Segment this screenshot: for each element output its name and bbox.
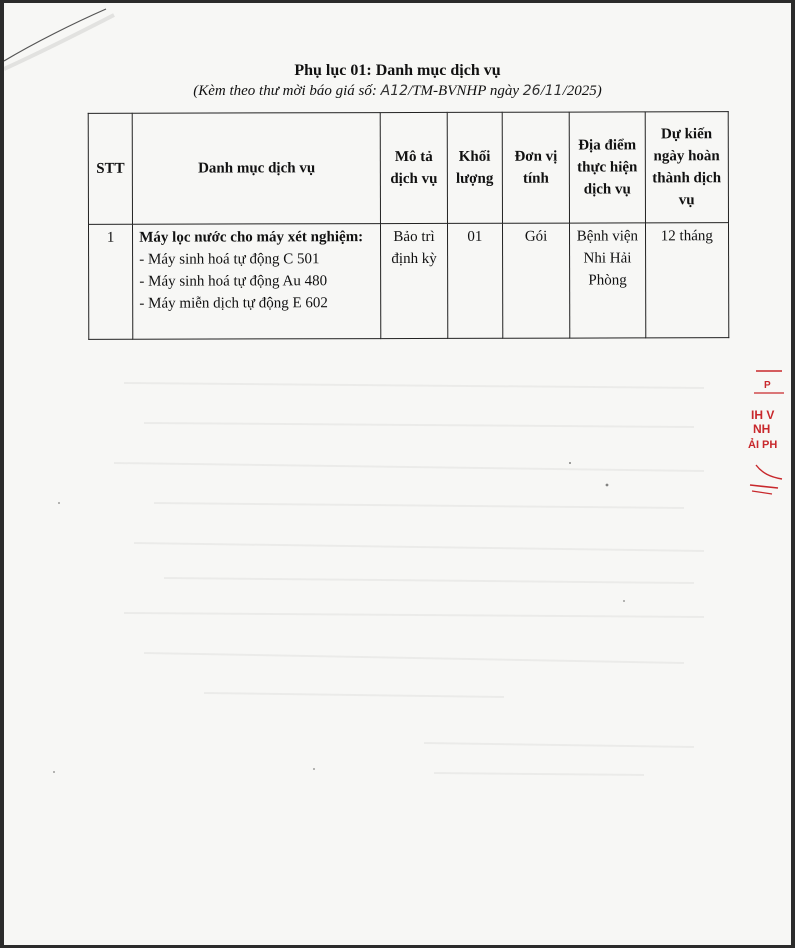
stamp-text: ẢI PH xyxy=(748,439,778,451)
handwritten-day: 26 xyxy=(522,83,541,99)
cell-service xyxy=(133,224,381,340)
service-item: - Máy sinh hoá tự động Au 480 xyxy=(139,273,328,290)
cell-quantity: 01 xyxy=(447,223,503,338)
stamp-text: NH xyxy=(753,422,771,436)
header-location: Địa điểm thực hiện dịch vụ xyxy=(569,112,645,223)
handwritten-number: A12 xyxy=(380,83,409,99)
header-stt: STT xyxy=(88,113,132,224)
service-table xyxy=(88,111,730,340)
table-row xyxy=(88,223,728,340)
header-completion: Dự kiến ngày hoàn thành dịch vụ xyxy=(645,112,729,223)
subtitle-prefix: (Kèm theo thư mời báo giá số: xyxy=(193,83,381,99)
cell-unit: Gói xyxy=(502,223,570,338)
document-subtitle xyxy=(4,83,791,100)
cell-stt: 1 xyxy=(88,224,133,339)
subtitle-middle: /TM-BVNHP ngày xyxy=(408,83,523,99)
cell-location: Bệnh viện Nhi Hải Phòng xyxy=(570,223,646,338)
cell-completion: 12 tháng xyxy=(645,223,729,338)
stamp-text: IH V xyxy=(751,408,775,422)
service-name: Máy lọc nước cho máy xét nghiệm: xyxy=(139,229,364,246)
red-seal-stamp xyxy=(742,363,791,503)
document-title: Phụ lục 01: Danh mục dịch vụ xyxy=(294,62,501,79)
header-service: Danh mục dịch vụ xyxy=(132,113,380,225)
cell-description: Bảo trì định kỳ xyxy=(381,223,448,338)
header-quantity: Khối lượng xyxy=(447,112,503,223)
service-item: - Máy sinh hoá tự động C 501 xyxy=(139,251,320,268)
stamp-text: P xyxy=(764,380,771,391)
header-description: Mô tả dịch vụ xyxy=(381,112,448,223)
header-unit: Đơn vị tính xyxy=(502,112,570,223)
handwritten-month: 11 xyxy=(544,83,563,99)
service-item: - Máy miễn dịch tự động E 602 xyxy=(139,295,328,312)
subtitle-separator: / xyxy=(540,83,545,99)
subtitle-suffix: /2025) xyxy=(562,83,602,99)
table-header-row xyxy=(88,112,728,225)
document-page xyxy=(4,3,791,945)
